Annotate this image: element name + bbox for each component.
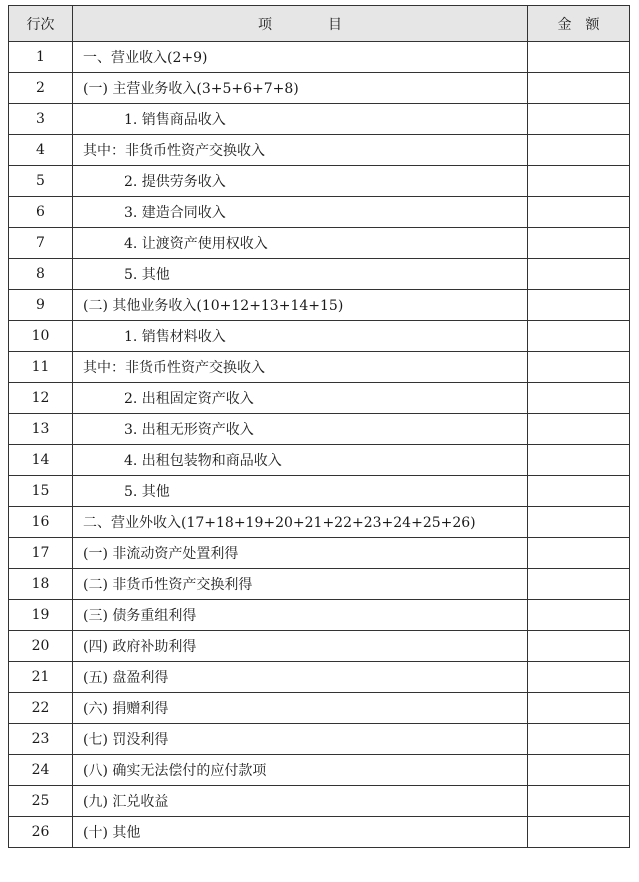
row-number: 10 <box>9 321 73 352</box>
row-amount-cell[interactable] <box>528 817 630 848</box>
table-row <box>9 352 630 383</box>
table-row <box>9 290 630 321</box>
table-row <box>9 383 630 414</box>
row-item-label: (十) 其他 <box>73 817 528 848</box>
row-item-label: 5. 其他 <box>73 476 528 507</box>
row-number: 26 <box>9 817 73 848</box>
table-row <box>9 445 630 476</box>
table-row <box>9 135 630 166</box>
row-item-label: 4. 出租包装物和商品收入 <box>73 445 528 476</box>
row-amount-cell[interactable] <box>528 631 630 662</box>
row-amount-cell[interactable] <box>528 538 630 569</box>
row-number: 6 <box>9 197 73 228</box>
row-amount-cell[interactable] <box>528 383 630 414</box>
row-item-label: 1. 销售材料收入 <box>73 321 528 352</box>
row-item-label: (三) 债务重组利得 <box>73 600 528 631</box>
table-row <box>9 786 630 817</box>
table-row <box>9 693 630 724</box>
row-amount-cell[interactable] <box>528 507 630 538</box>
row-item-label: (一) 主营业务收入(3+5+6+7+8) <box>73 73 528 104</box>
row-item-label: (四) 政府补助利得 <box>73 631 528 662</box>
row-item-label: 2. 出租固定资产收入 <box>73 383 528 414</box>
row-amount-cell[interactable] <box>528 786 630 817</box>
row-number: 13 <box>9 414 73 445</box>
row-amount-cell[interactable] <box>528 135 630 166</box>
table-row <box>9 724 630 755</box>
row-number: 4 <box>9 135 73 166</box>
row-item-label: 3. 出租无形资产收入 <box>73 414 528 445</box>
table-row <box>9 42 630 73</box>
row-amount-cell[interactable] <box>528 166 630 197</box>
table-row <box>9 662 630 693</box>
table-row <box>9 414 630 445</box>
table-row <box>9 259 630 290</box>
row-amount-cell[interactable] <box>528 42 630 73</box>
row-item-label: 2. 提供劳务收入 <box>73 166 528 197</box>
row-amount-cell[interactable] <box>528 476 630 507</box>
row-number: 18 <box>9 569 73 600</box>
header-row-no: 行次 <box>9 6 73 42</box>
table-row <box>9 104 630 135</box>
row-item-label: 5. 其他 <box>73 259 528 290</box>
row-amount-cell[interactable] <box>528 414 630 445</box>
header-item: 项 目 <box>73 6 528 42</box>
table-row <box>9 476 630 507</box>
row-number: 25 <box>9 786 73 817</box>
row-amount-cell[interactable] <box>528 321 630 352</box>
row-number: 19 <box>9 600 73 631</box>
row-item-label: 1. 销售商品收入 <box>73 104 528 135</box>
table-row <box>9 197 630 228</box>
row-item-label: 其中：非货币性资产交换收入 <box>73 135 528 166</box>
row-amount-cell[interactable] <box>528 662 630 693</box>
row-number: 1 <box>9 42 73 73</box>
table-row <box>9 507 630 538</box>
row-item-label: 4. 让渡资产使用权收入 <box>73 228 528 259</box>
row-number: 8 <box>9 259 73 290</box>
row-item-label: (二) 其他业务收入(10+12+13+14+15) <box>73 290 528 321</box>
row-number: 24 <box>9 755 73 786</box>
row-item-label: (一) 非流动资产处置利得 <box>73 538 528 569</box>
table-row <box>9 228 630 259</box>
row-number: 5 <box>9 166 73 197</box>
row-number: 22 <box>9 693 73 724</box>
row-number: 20 <box>9 631 73 662</box>
row-item-label: 3. 建造合同收入 <box>73 197 528 228</box>
table-row <box>9 755 630 786</box>
table-row <box>9 600 630 631</box>
table-body <box>9 42 630 848</box>
row-amount-cell[interactable] <box>528 755 630 786</box>
row-amount-cell[interactable] <box>528 445 630 476</box>
row-amount-cell[interactable] <box>528 73 630 104</box>
row-amount-cell[interactable] <box>528 197 630 228</box>
row-number: 12 <box>9 383 73 414</box>
row-amount-cell[interactable] <box>528 228 630 259</box>
row-number: 16 <box>9 507 73 538</box>
table-header-row <box>9 6 630 42</box>
table-row <box>9 631 630 662</box>
table-row <box>9 817 630 848</box>
row-amount-cell[interactable] <box>528 259 630 290</box>
row-amount-cell[interactable] <box>528 693 630 724</box>
row-item-label: (六) 捐赠利得 <box>73 693 528 724</box>
income-detail-form <box>8 5 629 848</box>
table-row <box>9 569 630 600</box>
income-table <box>8 5 630 848</box>
row-number: 14 <box>9 445 73 476</box>
table-row <box>9 166 630 197</box>
table-row <box>9 321 630 352</box>
row-number: 23 <box>9 724 73 755</box>
header-amount: 金 额 <box>528 6 630 42</box>
row-number: 2 <box>9 73 73 104</box>
row-number: 21 <box>9 662 73 693</box>
row-number: 3 <box>9 104 73 135</box>
row-item-label: (九) 汇兑收益 <box>73 786 528 817</box>
row-item-label: 二、营业外收入(17+18+19+20+21+22+23+24+25+26) <box>73 507 528 538</box>
row-amount-cell[interactable] <box>528 290 630 321</box>
row-item-label: 其中：非货币性资产交换收入 <box>73 352 528 383</box>
row-number: 15 <box>9 476 73 507</box>
row-item-label: (二) 非货币性资产交换利得 <box>73 569 528 600</box>
row-item-label: (七) 罚没利得 <box>73 724 528 755</box>
table-row <box>9 538 630 569</box>
row-item-label: (八) 确实无法偿付的应付款项 <box>73 755 528 786</box>
row-amount-cell[interactable] <box>528 104 630 135</box>
row-item-label: 一、营业收入(2+9) <box>73 42 528 73</box>
row-number: 9 <box>9 290 73 321</box>
row-number: 7 <box>9 228 73 259</box>
row-item-label: (五) 盘盈利得 <box>73 662 528 693</box>
row-number: 11 <box>9 352 73 383</box>
row-amount-cell[interactable] <box>528 569 630 600</box>
row-number: 17 <box>9 538 73 569</box>
row-amount-cell[interactable] <box>528 724 630 755</box>
table-row <box>9 73 630 104</box>
row-amount-cell[interactable] <box>528 352 630 383</box>
row-amount-cell[interactable] <box>528 600 630 631</box>
